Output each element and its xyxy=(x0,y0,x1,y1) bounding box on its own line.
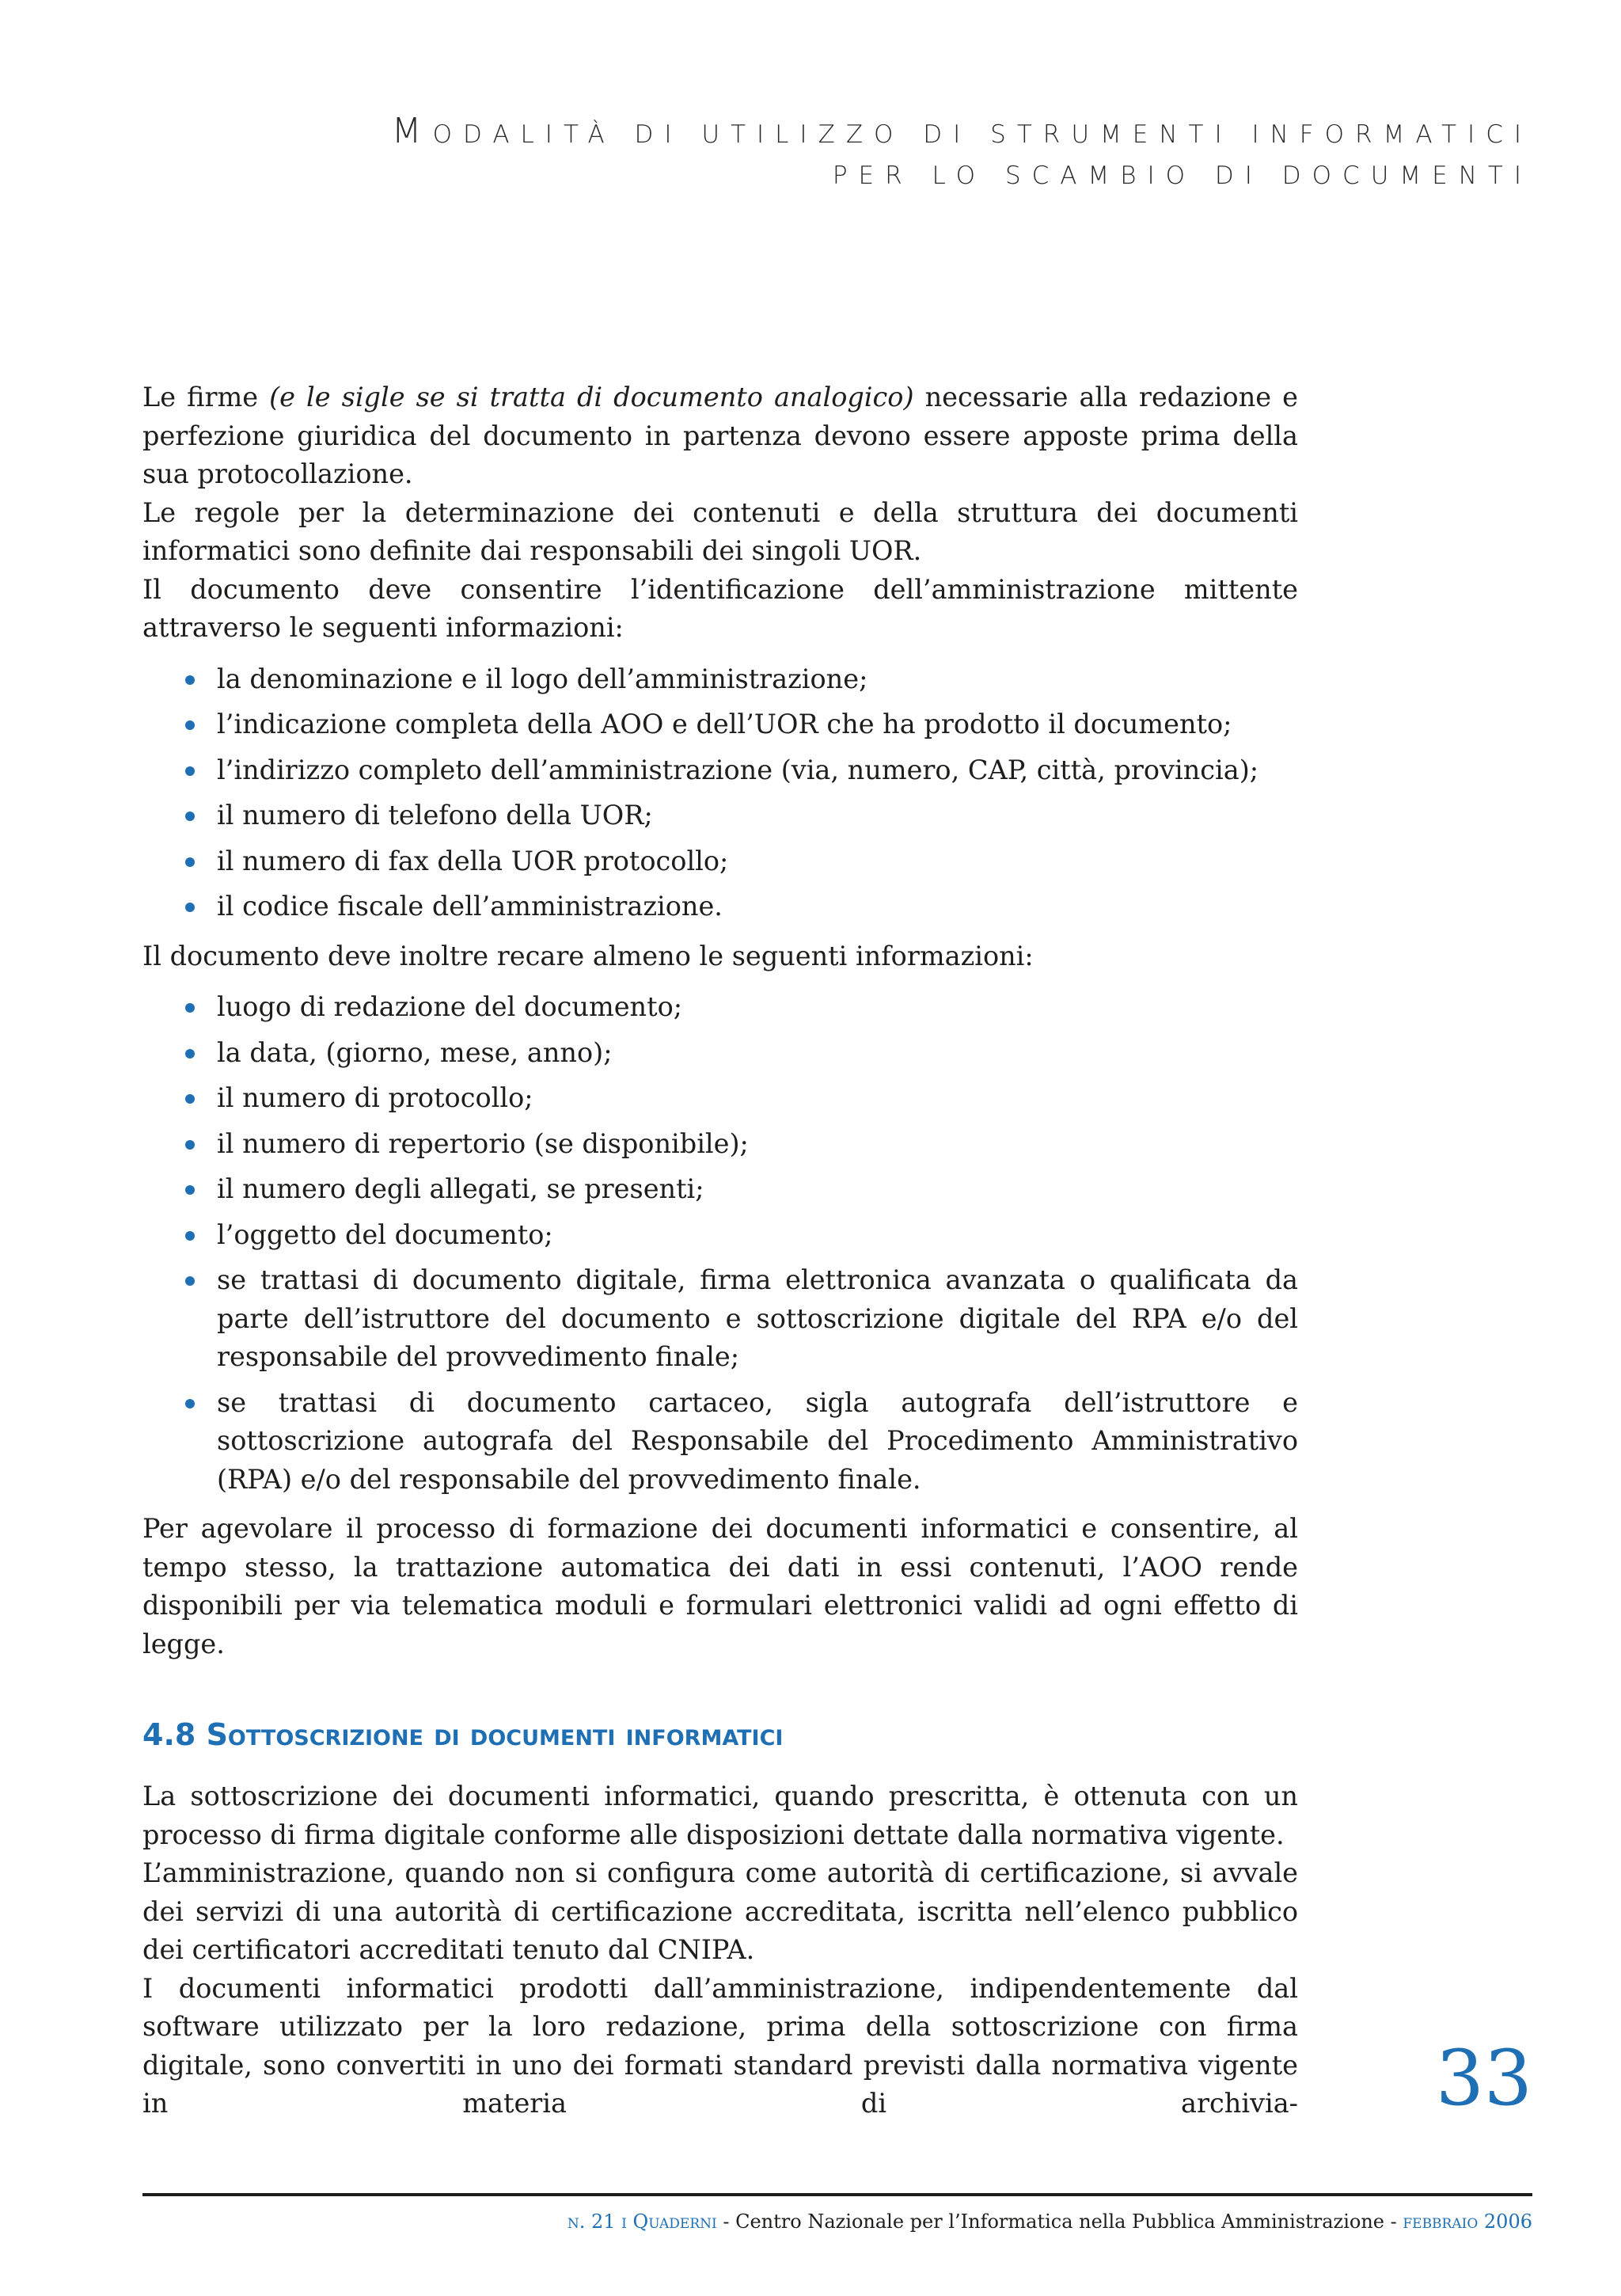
section-number: 4.8 xyxy=(142,1717,196,1752)
paragraph-required-info: Il documento deve inoltre recare almeno le seguenti informazioni: xyxy=(142,940,1034,971)
paragraph-certification-authority: L’amministrazione, quando non si configura come autorità di certificazione, si avvale dei servizi di una autorità di certificazione accreditata, iscritta nell’elenco pubblico dei certificatori accreditati tenuto dal CNIPA. xyxy=(142,1857,1298,1965)
paragraph-identification: Il documento deve consentire l’identificazione dell’amministrazione mittente attraverso le seguenti informazioni: xyxy=(142,573,1298,643)
paragraph-rules: Le regole per la determinazione dei contenuti e della struttura dei documenti informatici sono definite dai responsabili dei singoli UOR. xyxy=(142,496,1298,566)
page-number: 33 xyxy=(1435,2034,1532,2123)
list-item: il codice fiscale dell’amministrazione. xyxy=(142,888,1298,926)
paragraph-signatures xyxy=(142,378,1298,494)
list-item: se trattasi di documento cartaceo, sigla autografa dell’istruttore e sottoscrizione autografa del Responsabile del Procedimento Amministrativo (RPA) e/o del responsabile del provvedimento finale. xyxy=(142,1384,1298,1500)
list-item: luogo di redazione del documento; xyxy=(142,988,1298,1027)
running-header-line-1-text: ODALITÀ DI UTILIZZO DI STRUMENTI INFORMATICI xyxy=(432,120,1532,149)
paragraph-text: Le firme xyxy=(142,382,270,412)
running-header-line-2: PER LO SCAMBIO DI DOCUMENTI xyxy=(832,162,1532,190)
paragraph-standard-formats: I documenti informatici prodotti dall’amministrazione, indipendentemente dal software utilizzato per la loro redazione, prima della sottoscrizione con firma digitale, sono convertiti in uno dei formati standard previsti dalla normativa vigente in materia di archivia- xyxy=(142,1972,1298,2119)
list-item: il numero di repertorio (se disponibile); xyxy=(142,1125,1298,1164)
list-item: se trattasi di documento digitale, firma elettronica avanzata o qualificata da parte dell’istruttore del documento e sottoscrizione digitale del RPA e/o del responsabile del provvedimento finale; xyxy=(142,1261,1298,1377)
footer-organization: Centro Nazionale per l’Informatica nella Pubblica Amministrazione xyxy=(735,2210,1384,2233)
list-item: il numero degli allegati, se presenti; xyxy=(142,1170,1298,1209)
footer-separator: - xyxy=(1384,2210,1403,2233)
footer-separator: - xyxy=(716,2210,736,2233)
paragraph-electronic-forms: Per agevolare il processo di formazione dei documenti informatici e consentire, al tempo stesso, la trattazione automatica dei dati in essi contenuti, l’AOO rende disponibili per via telematica moduli e formulari elettronici validi ad ogni effetto di legge. xyxy=(142,1513,1298,1659)
list-item: il numero di telefono della UOR; xyxy=(142,796,1298,835)
paragraph-text: necessarie alla redazione e perfezione giuridica del documento in partenza devono essere apposte prima della sua protocollazione. xyxy=(142,382,1298,489)
list-item: l’indirizzo completo dell’amministrazione (via, numero, CAP, città, provincia); xyxy=(142,751,1298,790)
section-heading xyxy=(142,1716,1298,1754)
list-item: la data, (giorno, mese, anno); xyxy=(142,1034,1298,1073)
footer-issue: n. 21 i Quaderni xyxy=(567,2210,717,2233)
running-header xyxy=(392,111,1532,196)
italic-note: (e le sigle se si tratta di documento analogico) xyxy=(269,382,914,412)
bullet-list-required-info xyxy=(142,988,1298,1499)
bullet-list-identification xyxy=(142,660,1298,926)
list-item: l’oggetto del documento; xyxy=(142,1216,1298,1255)
list-item: il numero di fax della UOR protocollo; xyxy=(142,842,1298,881)
list-item: il numero di protocollo; xyxy=(142,1079,1298,1118)
running-header-initial: M xyxy=(391,111,433,151)
running-header-line-1 xyxy=(392,111,1532,155)
paragraph-digital-signature: La sottoscrizione dei documenti informatici, quando prescritta, è ottenuta con un processo di firma digitale conforme alle disposizioni dettate dalla normativa vigente. xyxy=(142,1781,1298,1850)
list-item: l’indicazione completa della AOO e dell’UOR che ha prodotto il documento; xyxy=(142,705,1298,744)
footer-date: febbraio 2006 xyxy=(1403,2210,1532,2233)
list-item: la denominazione e il logo dell’amministrazione; xyxy=(142,660,1298,699)
page-body xyxy=(142,378,1298,2123)
footer-divider xyxy=(142,2193,1532,2196)
section-title-text: Sottoscrizione di documenti informatici xyxy=(206,1717,784,1752)
footer xyxy=(568,2209,1532,2234)
